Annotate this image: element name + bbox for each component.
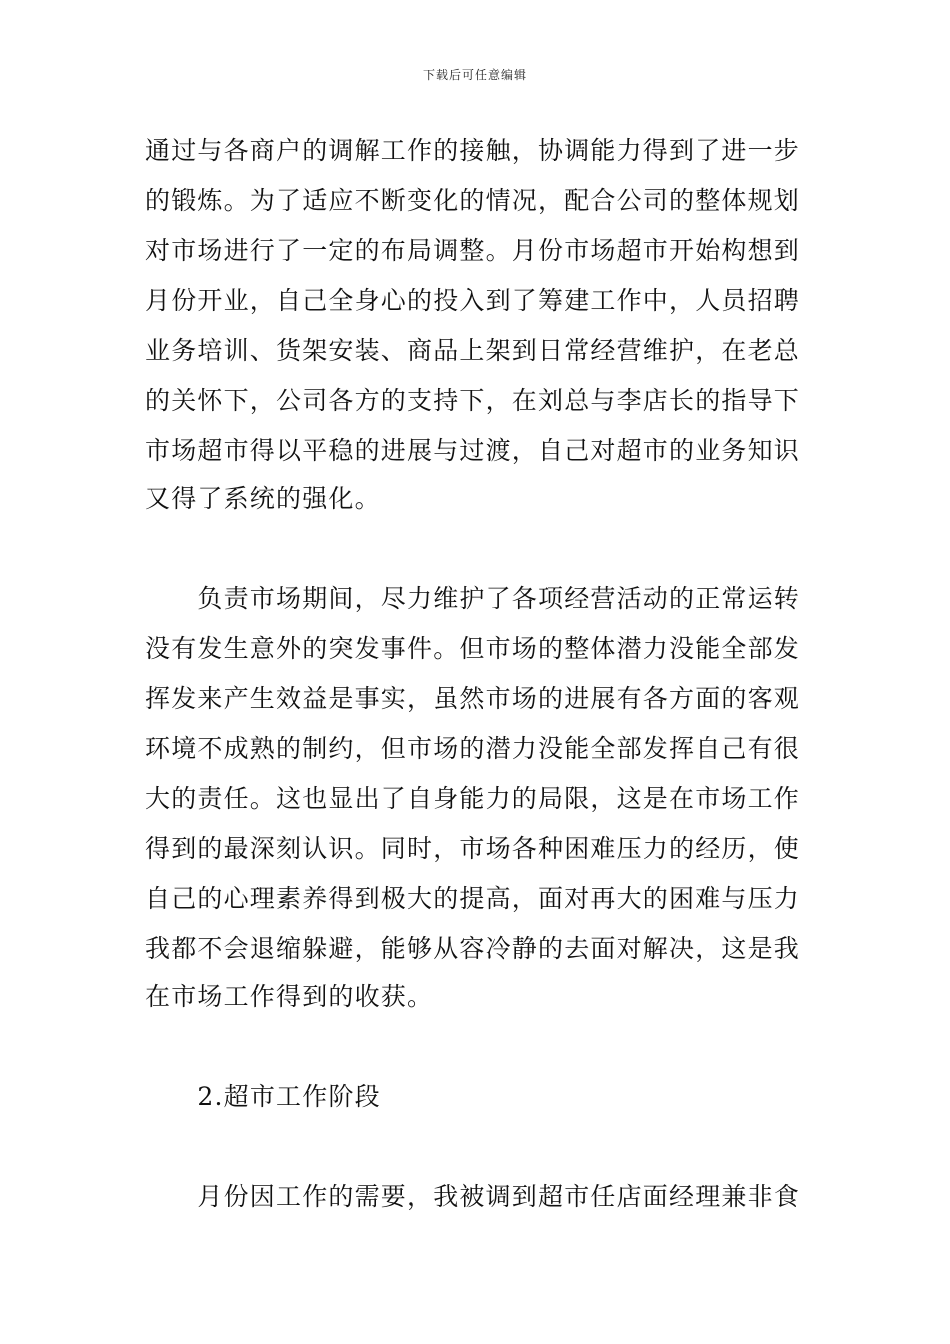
- text-line: 市场超市得以平稳的进展与过渡，自己对超市的业务知识: [145, 436, 801, 465]
- text-line: 对市场进行了一定的布局调整。月份市场超市开始构想到: [145, 236, 801, 265]
- text-line: 我都不会退缩躲避，能够从容冷静的去面对解决，这是我: [145, 934, 801, 963]
- text-line: 通过与各商户的调解工作的接触，协调能力得到了进一步: [145, 136, 801, 165]
- text-line: 挥发来产生效益是事实，虽然市场的进展有各方面的客观: [145, 684, 801, 713]
- text-line: 得到的最深刻认识。同时，市场各种困难压力的经历，使: [145, 834, 801, 863]
- text-line: 大的责任。这也显出了自身能力的局限，这是在市场工作: [145, 784, 801, 813]
- text-line: 在市场工作得到的收获。: [145, 982, 434, 1011]
- section-heading: 2.超市工作阶段: [145, 1082, 381, 1111]
- text-line: 月份因工作的需要，我被调到超市任店面经理兼非食: [145, 1182, 801, 1211]
- text-line: 没有发生意外的突发事件。但市场的整体潜力没能全部发: [145, 634, 801, 663]
- text-line: 的锻炼。为了适应不断变化的情况，配合公司的整体规划: [145, 186, 801, 215]
- page-header: 下载后可任意编辑: [422, 68, 527, 82]
- text-line: 的关怀下，公司各方的支持下，在刘总与李店长的指导下: [145, 386, 801, 415]
- text-line: 自己的心理素养得到极大的提高，面对再大的困难与压力: [145, 884, 801, 913]
- text-line: 又得了系统的强化。: [145, 484, 381, 513]
- text-line: 环境不成熟的制约，但市场的潜力没能全部发挥自己有很: [145, 734, 801, 763]
- text-line: 月份开业，自己全身心的投入到了筹建工作中，人员招聘: [145, 286, 801, 315]
- text-line: 负责市场期间，尽力维护了各项经营活动的正常运转: [145, 584, 801, 613]
- text-line: 业务培训、货架安装、商品上架到日常经营维护，在老总: [145, 336, 801, 365]
